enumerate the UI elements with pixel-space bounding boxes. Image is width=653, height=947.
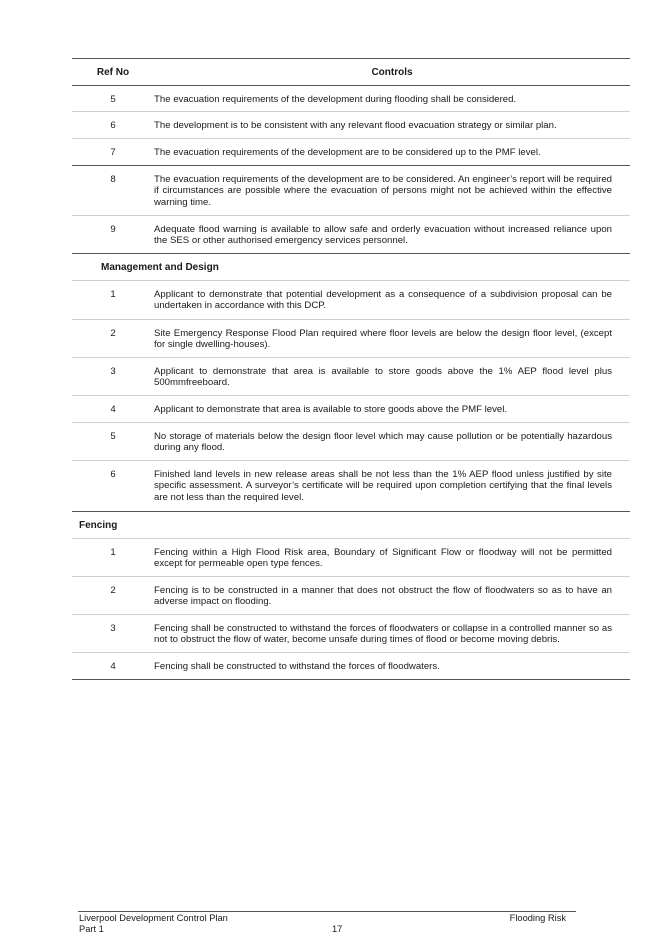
ref-cell: 5: [110, 431, 116, 442]
ref-cell: 4: [110, 404, 116, 415]
control-cell: Applicant to demonstrate that potential development as a consequence of a subdivision proposal can be undertaken in accordance with this DCP.: [154, 289, 612, 312]
control-cell: Fencing within a High Flood Risk area, Boundary of Significant Flow or floodway will not be permitted except for permeable open type fences.: [154, 547, 612, 570]
table-row: [72, 423, 630, 461]
control-cell: The development is to be consistent with any relevant flood evacuation strategy or similar plan.: [154, 120, 557, 131]
control-cell: Fencing shall be constructed to withstand the forces of floodwaters or collapse in a controlled manner so as not to obstruct the flow of water, become unsafe during times of flood or become moving debris.: [154, 623, 612, 646]
table-row: [72, 615, 630, 653]
ref-cell: 2: [110, 585, 116, 596]
table-row: [72, 166, 630, 216]
footer-section: Flooding Risk: [509, 913, 566, 923]
table-row: [72, 86, 630, 112]
table-row: [72, 461, 630, 512]
control-cell: The evacuation requirements of the development are to be considered. An engineer’s report will be required if circumstances are possible where the evacuation of persons might not be achieved within the effective warning time.: [154, 174, 612, 208]
ref-cell: 4: [110, 661, 116, 672]
table-row: [72, 358, 630, 396]
ref-cell: 3: [110, 623, 116, 634]
ref-cell: 5: [110, 94, 116, 105]
control-cell: The evacuation requirements of the development during flooding shall be considered.: [154, 94, 517, 105]
ref-cell: 6: [110, 120, 116, 131]
table-row: [72, 216, 630, 254]
table-row: [72, 653, 630, 680]
control-cell: Applicant to demonstrate that area is available to store goods above the 1% AEP flood level plus 500mmfreeboard.: [154, 366, 612, 389]
controls-header: Controls: [371, 66, 413, 78]
control-cell: Adequate flood warning is available to allow safe and orderly evacuation without increased reliance upon the SES or other authorised emergency services personnel.: [154, 224, 612, 247]
table-row: [72, 281, 630, 320]
table-row: [72, 577, 630, 615]
control-cell: Site Emergency Response Flood Plan required where floor levels are below the design floor level, (except for single dwelling-houses).: [154, 328, 612, 351]
control-cell: No storage of materials below the design floor level which may cause pollution or be potentially hazardous during any flood.: [154, 431, 612, 454]
section-label: Fencing: [79, 519, 118, 531]
control-cell: Fencing shall be constructed to withstand the forces of floodwaters.: [154, 661, 440, 672]
table-row: [72, 139, 630, 166]
control-cell: The evacuation requirements of the development are to be considered up to the PMF level.: [154, 147, 541, 158]
footer-part: Part 1: [79, 924, 104, 934]
section-label: Management and Design: [101, 261, 219, 273]
ref-cell: 7: [110, 147, 116, 158]
table-header: [72, 59, 630, 86]
ref-cell: 3: [110, 366, 116, 377]
page-number: 17: [332, 924, 343, 934]
ref-cell: 6: [110, 469, 116, 480]
control-cell: Fencing is to be constructed in a manner that does not obstruct the flow of floodwaters so as to have an adverse impact on flooding.: [154, 585, 612, 608]
ref-no-header: Ref No: [96, 66, 130, 78]
ref-cell: 1: [110, 547, 116, 558]
table-row: [72, 112, 630, 139]
control-cell: Finished land levels in new release areas shall be not less than the 1% AEP flood unless justified by site specific assessment. A surveyor’s certificate will be required upon completion certifying that the final levels are not less than the required level.: [154, 469, 612, 503]
control-cell: Applicant to demonstrate that area is available to store goods above the PMF level.: [154, 404, 508, 415]
ref-cell: 2: [110, 328, 116, 339]
ref-cell: 8: [110, 174, 116, 185]
footer-doc-title: Liverpool Development Control Plan: [79, 913, 228, 923]
table-row: [72, 539, 630, 577]
ref-cell: 9: [110, 224, 116, 235]
section-heading-fencing: [72, 512, 630, 539]
controls-table: [72, 58, 630, 680]
table-row: [72, 396, 630, 423]
table-row: [72, 320, 630, 358]
page-footer: [78, 911, 576, 934]
ref-cell: 1: [110, 289, 116, 300]
section-heading-management: [72, 254, 630, 281]
